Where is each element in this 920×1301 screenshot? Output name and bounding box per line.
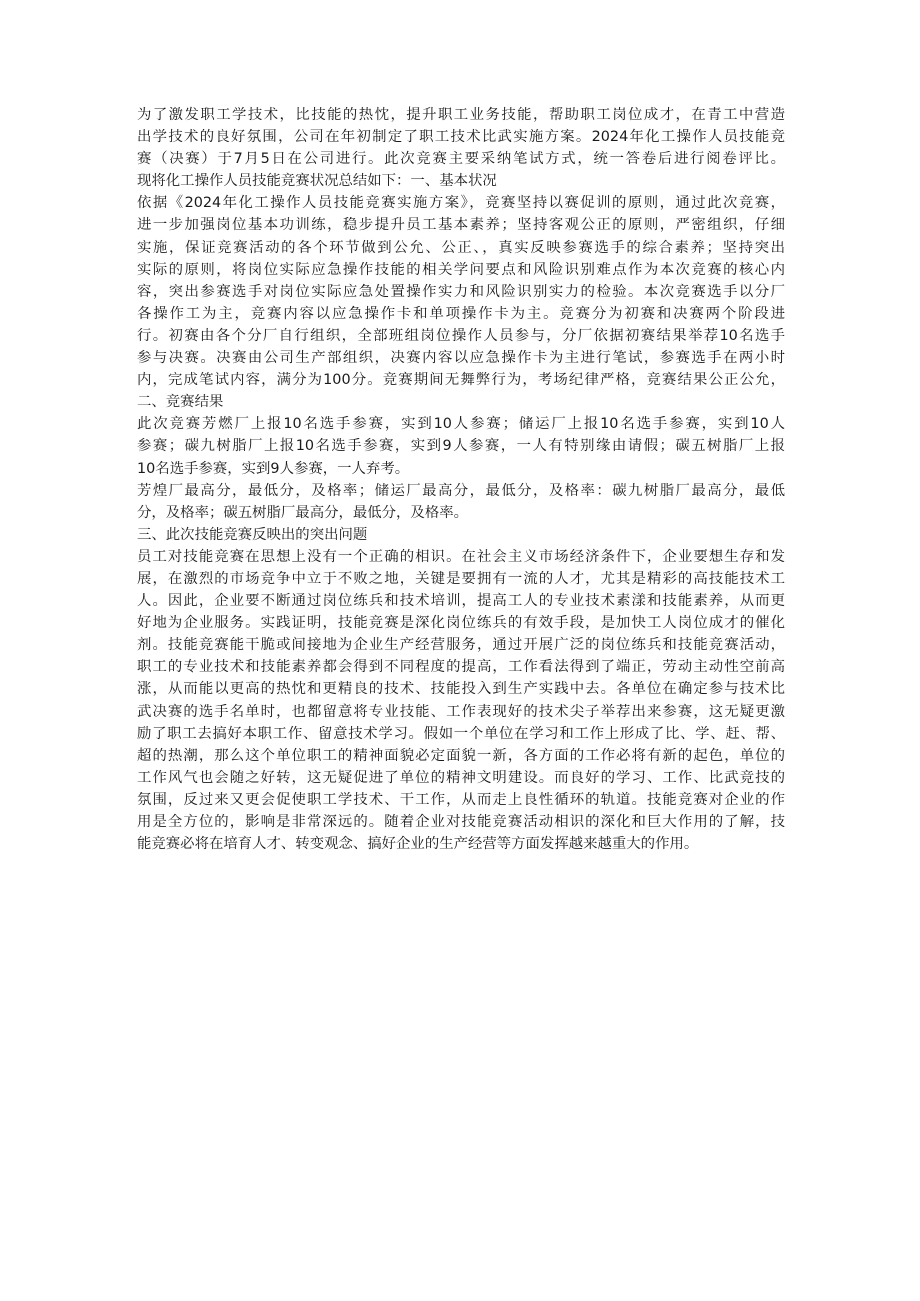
text-line: 进一步加强岗位基本功训练，稳步提升员工基本素养；坚持客观公正的原则，严密组织，仔细 bbox=[137, 217, 785, 234]
text-line: 参赛；碳九树脂厂上报10名选手参赛，实到9人参赛，一人有特别缘由请假；碳五树脂厂上报 bbox=[137, 438, 785, 455]
text-line: 现将化工操作人员技能竞赛状况总结如下：一、基本状况 bbox=[137, 173, 497, 190]
text-line: 内，完成笔试内容，满分为100分。竞赛期间无舞弊行为，考场纪律严格，竞赛结果公正公允， bbox=[137, 372, 785, 389]
text-line: 用是全方位的，影响是非常深远的。随着企业对技能竞赛活动相识的深化和巨大作用的了解，技 bbox=[137, 814, 785, 830]
text-line: 此次竞赛芳燃厂上报10名选手参赛，实到10人参赛；储运厂上报10名选手参赛，实到10人 bbox=[137, 416, 785, 433]
text-line: 行。初赛由各个分厂自行组织，全部班组岗位操作人员参与，分厂依据初赛结果举荐10名选手 bbox=[137, 327, 785, 344]
text-line: 参与决赛。决赛由公司生产部组织，决赛内容以应急操作卡为主进行笔试，参赛选手在两小时 bbox=[137, 350, 785, 367]
text-line: 为了激发职工学技术，比技能的热忱，提升职工业务技能，帮助职工岗位成才，在青工中营造 bbox=[137, 107, 785, 123]
text-line: 容，突出参赛选手对岗位实际应急处置操作实力和风险识别实力的检验。本次竞赛选手以分厂 bbox=[137, 283, 785, 300]
text-line: 实际的原则，将岗位实际应急操作技能的相关学问要点和风险识别难点作为本次竞赛的核心内 bbox=[137, 261, 785, 278]
section-heading: 二、竞赛结果 bbox=[137, 394, 224, 411]
text-line: 芳煌厂最高分，最低分，及格率；储运厂最高分，最低分，及格率：碳九树脂厂最高分，最低 bbox=[137, 482, 785, 499]
text-line: 实施，保证竞赛活动的各个环节做到公允、公正、，真实反映参赛选手的综合素养；坚持突出 bbox=[137, 239, 785, 256]
document-body bbox=[137, 104, 785, 855]
text-line: 依据《2024年化工操作人员技能竞赛实施方案》，竞赛坚持以赛促训的原则，通过此次竞赛， bbox=[137, 195, 785, 212]
text-line: 工作风气也会随之好转，这无疑促进了单位的精神文明建设。而良好的学习、工作、比武竞技的 bbox=[137, 769, 785, 786]
text-line: 10名选手参赛，实到9人参赛，一人弃考。 bbox=[137, 460, 410, 477]
text-line: 各操作工为主，竞赛内容以应急操作卡和单项操作卡为主。竞赛分为初赛和决赛两个阶段进 bbox=[137, 305, 785, 322]
text-line: 氛围，反过来又更会促使职工学技术、干工作，从而走上良性循环的轨道。技能竞赛对企业的作 bbox=[137, 791, 785, 808]
text-line: 武决赛的选手名单时，也都留意将专业技能、工作表现好的技术尖子举荐出来参赛，这无疑更激 bbox=[137, 703, 785, 720]
text-line: 分，及格率；碳五树脂厂最高分，最低分，及格率。 bbox=[137, 504, 468, 521]
text-line: 励了职工去搞好本职工作、留意技术学习。假如一个单位在学习和工作上形成了比、学、赶、帮、 bbox=[137, 725, 785, 742]
text-line: 出学技术的良好氛围，公司在年初制定了职工技术比武实施方案。2024年化工操作人员技能竞 bbox=[137, 129, 785, 146]
text-line: 职工的专业技术和技能素养都会得到不同程度的提高，工作看法得到了端正，劳动主动性空前高 bbox=[137, 659, 785, 676]
text-line: 人。因此，企业要不断通过岗位练兵和技术培训，提高工人的专业技术素漾和技能素养，从而更 bbox=[137, 593, 785, 610]
text-line: 涨，从而能以更高的热忱和更精良的技术、技能投入到生产实践中去。各单位在确定参与技术比 bbox=[137, 681, 785, 698]
text-line: 能竞赛必将在培育人才、转变观念、搞好企业的生产经营等方面发挥越来越重大的作用。 bbox=[137, 836, 699, 853]
text-line: 超的热潮，那么这个单位职工的精神面貌必定面貌一新，各方面的工作必将有新的起色，单位的 bbox=[137, 747, 785, 764]
text-line: 员工对技能竞赛在思想上没有一个正确的相识。在社会主义市场经济条件下，企业要想生存和发 bbox=[137, 548, 785, 565]
text-line: 剂。技能竞赛能干脆或间接地为企业生产经营服务，通过开展广泛的岗位练兵和技能竞赛活动， bbox=[137, 637, 785, 654]
text-line: 展，在激烈的市场竞争中立于不败之地，关键是要拥有一流的人才，尤其是精彩的高技能技术工 bbox=[137, 570, 785, 587]
section-heading: 三、此次技能竞赛反映出的突出问题 bbox=[137, 526, 368, 543]
text-line: 好地为企业服务。实践证明，技能竞赛是深化岗位练兵的有效手段，是加快工人岗位成才的催化 bbox=[137, 615, 785, 632]
text-line: 赛（决赛）于7月5日在公司进行。此次竞赛主要采纳笔试方式，统一答卷后进行阅卷评比。 bbox=[137, 151, 785, 168]
